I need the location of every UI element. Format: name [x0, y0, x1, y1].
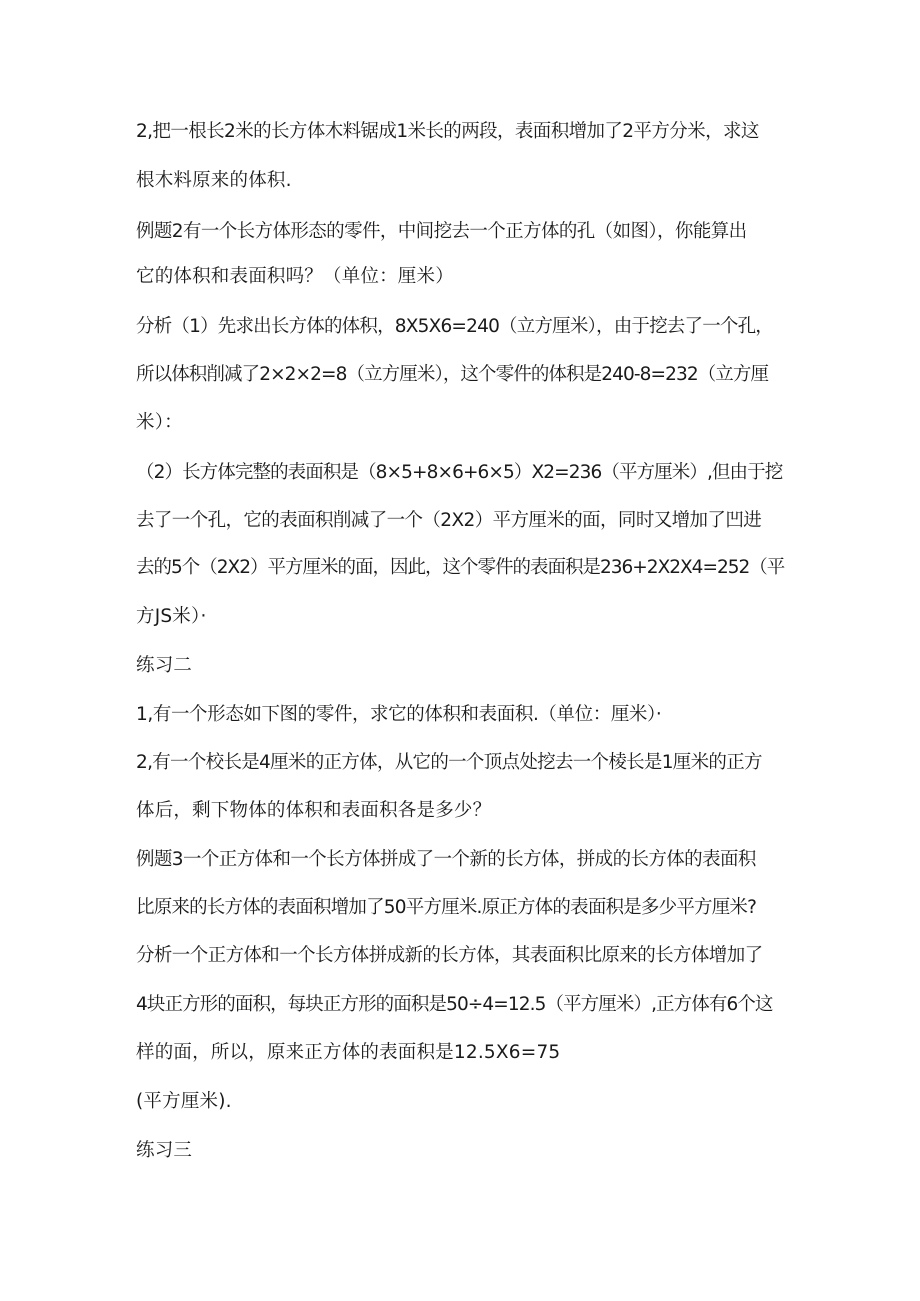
text-line: 1,有一个形态如下图的零件，求它的体积和表面积.（单位：厘米）·: [136, 704, 662, 725]
text-line: 根木料原来的体积.: [136, 170, 292, 191]
text-line: 所以体积削减了2×2×2=8（立方厘米），这个零件的体积是240-8=232（立方厘: [136, 364, 769, 385]
section-heading: 练习二: [136, 655, 193, 676]
text-line: 去了一个孔，它的表面积削减了一个（2X2）平方厘米的面，同时又增加了凹进: [136, 510, 762, 531]
text-line: (平方厘米).: [136, 1091, 232, 1112]
text-line: 米）：: [136, 412, 183, 433]
section-heading: 练习三: [136, 1140, 193, 1161]
text-line: 样的面，所以，原来正方体的表面积是12.5X6=75: [136, 1042, 561, 1063]
text-line: 分析（1）先求出长方体的体积，8X5X6=240（立方厘米），由于挖去了一个孔，: [136, 316, 773, 337]
text-line: 例题3一个正方体和一个长方体拼成了一个新的长方体，拼成的长方体的表面积: [136, 849, 756, 870]
text-line: 4块正方形的面积，每块正方形的面积是50÷4=12.5（平方厘米）,正方体有6个这: [136, 994, 773, 1015]
text-line: 它的体积和表面积吗？（单位：厘米）: [136, 266, 454, 287]
text-line: 分析一个正方体和一个长方体拼成新的长方体，其表面积比原来的长方体增加了: [136, 945, 763, 966]
text-line: 去的5个（2X2）平方厘米的面，因此，这个零件的表面积是236+2X2X4=252（平: [136, 557, 785, 578]
text-line: 2,有一个校长是4厘米的正方体，从它的一个顶点处挖去一个棱长是1厘米的正方: [136, 752, 762, 773]
text-line: （2）长方体完整的表面积是（8×5+8×6+6×5）X2=236（平方厘米）,但由于挖: [136, 462, 783, 483]
text-line: 例题2有一个长方体形态的零件，中间挖去一个正方体的孔（如图），你能算出: [136, 221, 747, 242]
text-line: 2,把一根长2米的长方体木料锯成1米长的两段，表面积增加了2平方分米，求这: [136, 121, 759, 142]
text-line: 方JS米）·: [136, 606, 207, 627]
text-line: 体后，剩下物体的体积和表面积各是多少？: [136, 800, 492, 821]
text-line: 比原来的长方体的表面积增加了50平方厘米.原正方体的表面积是多少平方厘米?: [136, 897, 757, 918]
